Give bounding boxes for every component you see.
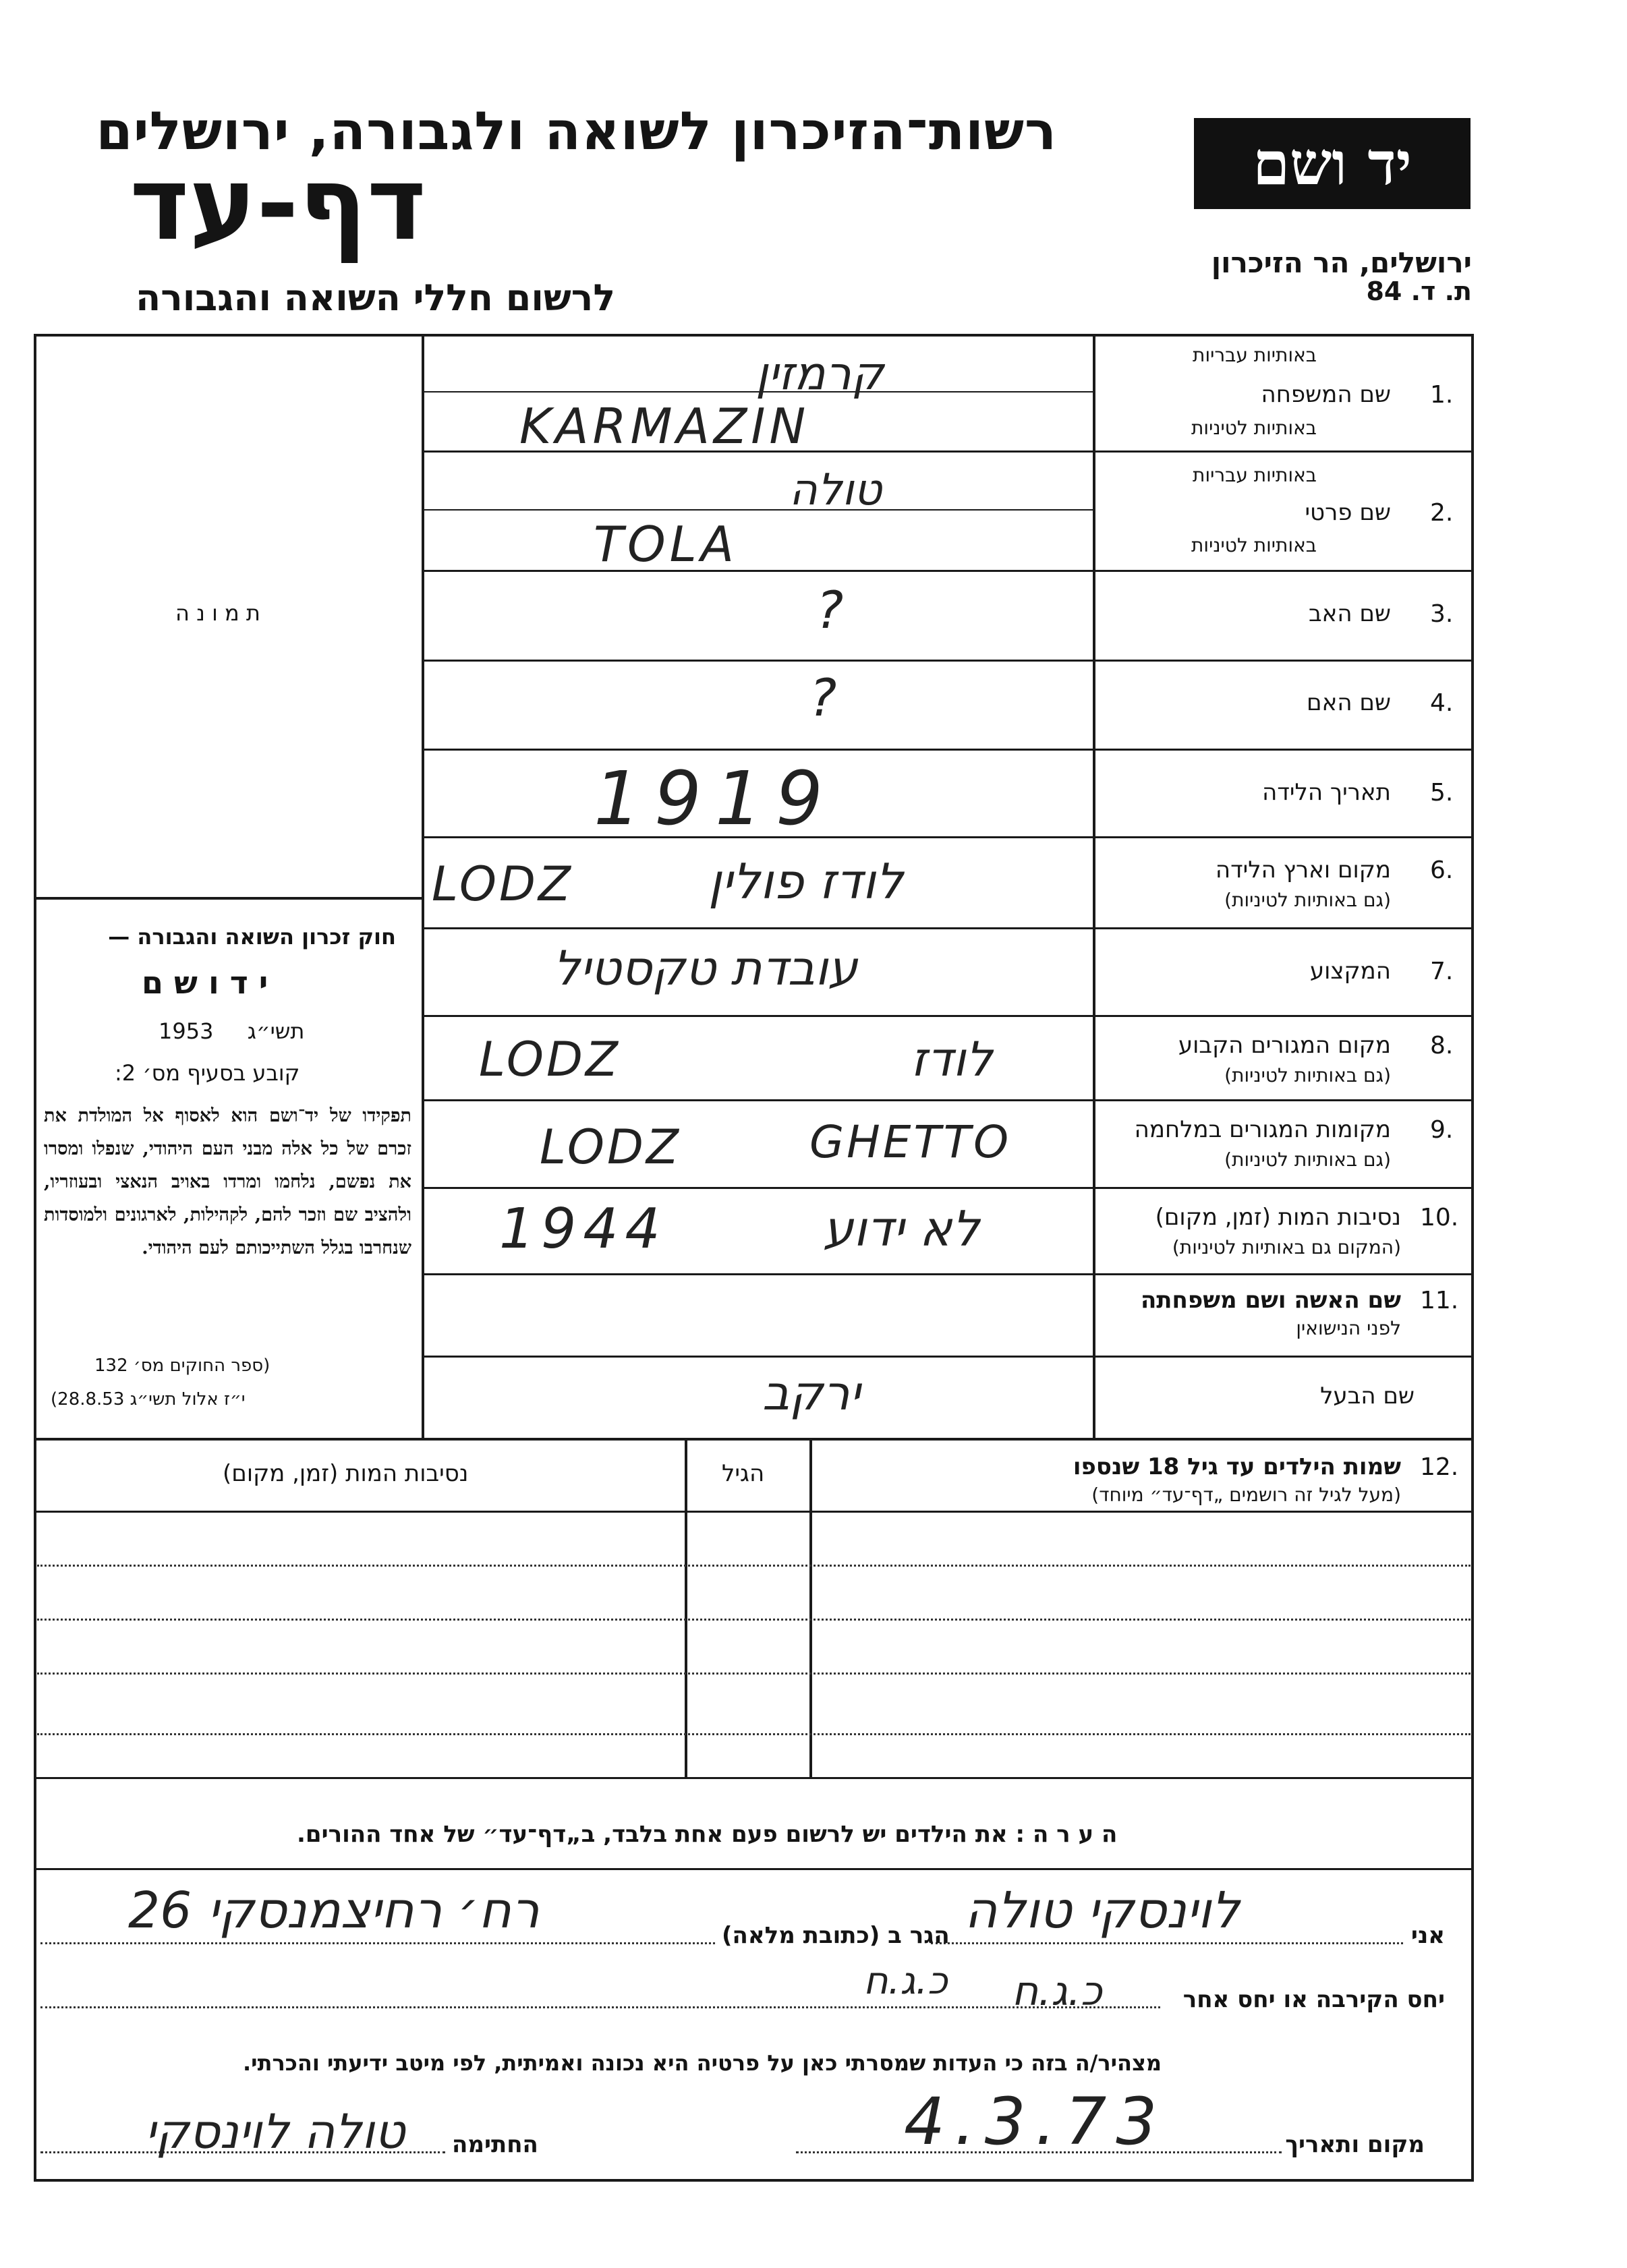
place-date-label: מקום ותאריך bbox=[1285, 2131, 1425, 2158]
declaration-ani-label: אני bbox=[1410, 1922, 1445, 1949]
row-line bbox=[422, 836, 1474, 838]
resides-label: הגר ב (כתובת מלאה) bbox=[722, 1922, 950, 1949]
relation-value: כ.ג.ח bbox=[1012, 1968, 1102, 2015]
children-row-line bbox=[37, 1673, 1471, 1675]
field-6-sub: (גם באותיות לטיניות) bbox=[1224, 889, 1391, 911]
field-2-sub-top: באותיות עבריות bbox=[1193, 464, 1317, 486]
field-5-number: 5. bbox=[1430, 779, 1454, 807]
father-name-value: ? bbox=[816, 580, 844, 640]
field-1-label: שם המשפחה bbox=[1261, 381, 1391, 408]
row-line bbox=[422, 1273, 1474, 1275]
law-title: חוק זכרון השואה והגבורה — bbox=[108, 924, 396, 950]
field-2-number: 2. bbox=[1430, 499, 1454, 527]
field-11-number: 11. bbox=[1420, 1287, 1459, 1314]
row-line bbox=[422, 1015, 1474, 1017]
field-11-sub: לפני הנישואין bbox=[1296, 1317, 1401, 1339]
death-circumstances-value: לא ידוע bbox=[823, 1200, 980, 1257]
yad-vashem-logo bbox=[1194, 118, 1471, 209]
children-row-line bbox=[37, 1565, 1471, 1567]
signature-value: טולה לוינסקי bbox=[145, 2104, 405, 2159]
children-row-line bbox=[37, 1733, 1471, 1735]
children-header-line bbox=[34, 1511, 1474, 1513]
field-1-number: 1. bbox=[1430, 381, 1454, 409]
divider-photo-law bbox=[34, 897, 424, 900]
row-line bbox=[34, 1438, 1474, 1441]
field-8-sub: (גם באותיות לטיניות) bbox=[1224, 1064, 1391, 1086]
field-3-label: שם האב bbox=[1308, 600, 1391, 627]
note-text: ה ע ר ה : את הילדים יש לרשום פעם אחת בלבד, ב„דף־עד״ של אחד ההורים. bbox=[297, 1821, 1118, 1848]
row-line bbox=[422, 1356, 1474, 1358]
field-1-sub-bottom: באותיות לטיניות bbox=[1191, 417, 1317, 439]
row-line bbox=[422, 509, 1093, 511]
field-6-number: 6. bbox=[1430, 856, 1454, 884]
city-line bbox=[40, 2006, 1160, 2008]
note-line bbox=[34, 1868, 1474, 1870]
declarant-name-line bbox=[931, 1942, 1403, 1944]
field-7-number: 7. bbox=[1430, 958, 1454, 985]
field-4-label: שם האם bbox=[1307, 689, 1391, 716]
relation-label: יחס הקירבה או יחס אחר bbox=[1182, 1986, 1445, 2013]
husband-label: שם הבעל bbox=[1320, 1383, 1415, 1409]
children-table-bottom bbox=[34, 1777, 1474, 1779]
row-line bbox=[422, 749, 1474, 751]
field-5-label: תאריך הלידה bbox=[1262, 779, 1391, 806]
children-col-divider-1 bbox=[685, 1438, 687, 1778]
field-4-number: 4. bbox=[1430, 689, 1454, 717]
field-2-sub-bottom: באותיות לטיניות bbox=[1191, 534, 1317, 556]
address-line-2: ת. ד. 84 bbox=[1366, 277, 1472, 306]
surname-latin-value: KARMAZIN bbox=[519, 398, 810, 455]
declaration-statement: מצהיר/ה בזה כי העדות שמסרתי כאן על פרטיה היא נכונה ואמיתית, לפי מיטב ידיעתי והכרתי. bbox=[243, 2050, 1162, 2076]
wartime-place-value-a: LODZ bbox=[540, 1120, 681, 1175]
law-source-2: י״ז אלול תשי״ג 28.8.53) bbox=[51, 1389, 246, 1409]
field-10-label: נסיבות המות (זמן, מקום) bbox=[1155, 1204, 1401, 1231]
firstname-hebrew-value: טולה bbox=[789, 465, 882, 515]
law-year bbox=[159, 1018, 304, 1044]
field-11-label: שם האשה ושם משפחתה bbox=[1140, 1287, 1401, 1314]
birthplace-hebrew-value: לודז פולין bbox=[708, 853, 903, 910]
field-10-sub: (המקום גם באותיות לטיניות) bbox=[1172, 1236, 1401, 1258]
children-row-line bbox=[37, 1619, 1471, 1621]
birth-date-value: 1919 bbox=[594, 755, 836, 842]
law-body: תפקידו של יד־ושם הוא לאסוף אל המולדת את זכרם של כל אלה מבני העם היהודי, שנפלו ומסרו את נפשם, נלחמו ומרדו באויב הנאצי ובעוזריו, ולהציב שם וזכר להם, לקהילות, לארגונים ולמוסדות שנחרבו בגלל השתייכותם לעם היהודי. bbox=[44, 1105, 411, 1258]
children-col-divider-2 bbox=[809, 1438, 812, 1778]
profession-value: עובדת טקסטיל bbox=[553, 941, 858, 996]
address-line bbox=[40, 1942, 715, 1944]
children-number: 12. bbox=[1420, 1453, 1459, 1481]
field-9-sub: (גם באותיות לטיניות) bbox=[1224, 1148, 1391, 1171]
row-line bbox=[422, 660, 1474, 662]
row-line bbox=[422, 1187, 1474, 1189]
authority-title: רשות־הזיכרון לשואה ולגבורה, ירושלים bbox=[96, 101, 1057, 162]
law-clause: קובע בסעיף מס׳ 2: bbox=[115, 1060, 300, 1086]
field-9-number: 9. bbox=[1430, 1116, 1454, 1144]
form-title: דף-עד bbox=[130, 146, 426, 263]
residence-latin-value: LODZ bbox=[479, 1032, 621, 1087]
declarant-name-value: לוינסקי טולה bbox=[965, 1882, 1240, 1940]
address-line-1: ירושלים, הר הזיכרון bbox=[1211, 246, 1472, 279]
husband-name-value: ירקב bbox=[762, 1366, 861, 1421]
wartime-place-value-b: GHETTO bbox=[809, 1116, 1012, 1168]
firstname-latin-value: TOLA bbox=[594, 516, 739, 573]
photo-label: ת מ ו נ ה bbox=[175, 600, 260, 626]
law-year-number: 1953 bbox=[159, 1018, 214, 1044]
birthplace-latin-value: LODZ bbox=[432, 856, 573, 912]
row-line bbox=[422, 1099, 1474, 1101]
signature-label: החתימה bbox=[452, 2131, 538, 2158]
field-10-number: 10. bbox=[1420, 1204, 1459, 1231]
form-subtitle: לרשום חללי השואה והגבורה bbox=[136, 277, 615, 319]
surname-hebrew-value: קרמזין bbox=[755, 347, 884, 401]
children-col-death: נסיבות המות (זמן, מקום) bbox=[223, 1460, 469, 1487]
law-year-hebrew: תשי״ג bbox=[247, 1018, 305, 1044]
row-line bbox=[422, 927, 1474, 929]
field-6-label: מקום וארץ הלידה bbox=[1215, 856, 1391, 883]
death-year-value: 1944 bbox=[499, 1197, 667, 1261]
residence-hebrew-value: לודז bbox=[911, 1032, 993, 1087]
field-1-sub-top: באותיות עבריות bbox=[1193, 344, 1317, 366]
field-9-label: מקומות המגורים במלחמה bbox=[1134, 1116, 1391, 1143]
field-2-label: שם פרטי bbox=[1305, 499, 1391, 526]
children-label: שמות הילדים עד גיל 18 שנספו bbox=[1073, 1453, 1401, 1480]
city-value: כ.ג.ח bbox=[863, 1959, 948, 2003]
children-col-age: הגיל bbox=[722, 1460, 765, 1487]
mother-name-value: ? bbox=[809, 668, 837, 728]
law-name: י ד ו ש ם bbox=[142, 964, 268, 1001]
field-7-label: המקצוע bbox=[1309, 958, 1391, 985]
row-line bbox=[422, 570, 1474, 572]
date-value: 4.3.73 bbox=[904, 2084, 1167, 2159]
law-source-1: (ספר החוקים מס׳ 132 bbox=[94, 1356, 270, 1376]
field-8-number: 8. bbox=[1430, 1032, 1454, 1059]
field-8-label: מקום המגורים הקבוע bbox=[1178, 1032, 1391, 1059]
field-3-number: 3. bbox=[1430, 600, 1454, 628]
address-value: רח׳ רחיצמנסקי 26 bbox=[128, 1882, 540, 1940]
logo-text: יד ושם bbox=[1253, 128, 1412, 198]
children-sub: (מעל לגיל זה רושמים „דף־עד״ מיוחד) bbox=[1091, 1484, 1401, 1506]
